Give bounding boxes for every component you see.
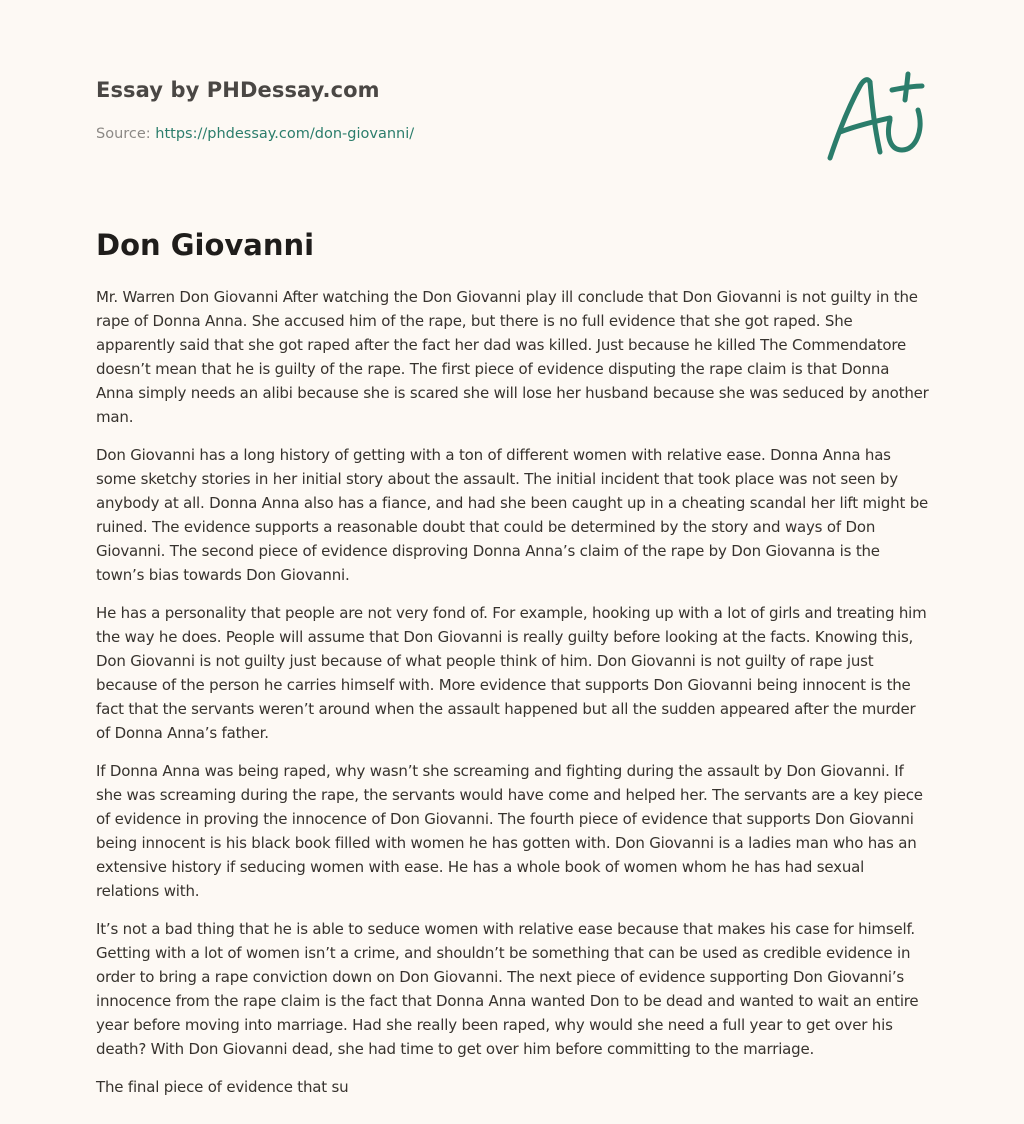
essay-body — [96, 285, 930, 1113]
essay-paragraph: He has a personality that people are not very fond of. For example, hooking up with a lot of girls and treating him the way he does. People will assume that Don Giovanni is really guilty before looking at the facts. Knowing this, Don Giovanni is not guilty just because of what people think of him. Don Giovanni is not guilty of rape just because of the person he carries himself with. More evidence that supports Don Giovanni being innocent is the fact that the servants weren’t around when the assault happened but all the sudden appeared after the murder of Donna Anna’s father. — [96, 604, 927, 742]
page-title: Don Giovanni — [96, 228, 315, 262]
a-plus-grade-icon — [820, 66, 930, 166]
site-brand: Essay by PHDessay.com — [96, 78, 380, 102]
essay-paragraph: Don Giovanni has a long history of getting with a ton of different women with relative ease. Donna Anna has some sketchy stories in her initial story about the assault. The initial incident that took place was not seen by anybody at all. Donna Anna also has a fiance, and had she been caught up in a cheating scandal her lift might be ruined. The evidence supports a reasonable doubt that could be determined by the story and ways of Don Giovanni. The second piece of evidence disproving Donna Anna’s claim of the rape by Don Giovanna is the town’s bias towards Don Giovanni. — [96, 446, 929, 584]
essay-paragraph: Mr. Warren Don Giovanni After watching the Don Giovanni play ill conclude that Don Giovanni is not guilty in the rape of Donna Anna. She accused him of the rape, but there is no full evidence that she got raped. She apparently said that she got raped after the fact her dad was killed. Just because he killed The Commendatore doesn’t mean that he is guilty of the rape. The first piece of evidence disputing the rape claim is that Donna Anna simply needs an alibi because she is scared she will lose her husband because she was seduced by another man. — [96, 288, 929, 426]
source-label: Source: — [96, 126, 156, 142]
source-line — [96, 124, 796, 144]
essay-paragraph: If Donna Anna was being raped, why wasn’t she screaming and fighting during the assault by Don Giovanni. If she was screaming during the rape, the servants would have come and helped her. The servants are a key piece of evidence in proving the innocence of Don Giovanni. The fourth piece of evidence that supports Don Giovanni being innocent is his black book filled with women he has gotten with. Don Giovanni is a ladies man who has an extensive history if seducing women with ease. He has a whole book of women whom he has had sexual relations with. — [96, 762, 923, 900]
page-header — [96, 76, 796, 144]
essay-paragraph: It’s not a bad thing that he is able to seduce women with relative ease because that makes his case for himself. Getting with a lot of women isn’t a crime, and shouldn’t be something that can be used as credible evidence in order to bring a rape conviction down on Don Giovanni. The next piece of evidence supporting Don Giovanni’s innocence from the rape claim is the fact that Donna Anna wanted Don to be dead and wanted to wait an entire year before moving into marriage. Had she really been raped, why would she need a full year to get over his death? With Don Giovanni dead, she had time to get over him before committing to the marriage. — [96, 920, 919, 1058]
source-link[interactable]: https://phdessay.com/don-giovanni/ — [155, 126, 415, 142]
essay-paragraph: The final piece of evidence that su — [96, 1078, 349, 1096]
